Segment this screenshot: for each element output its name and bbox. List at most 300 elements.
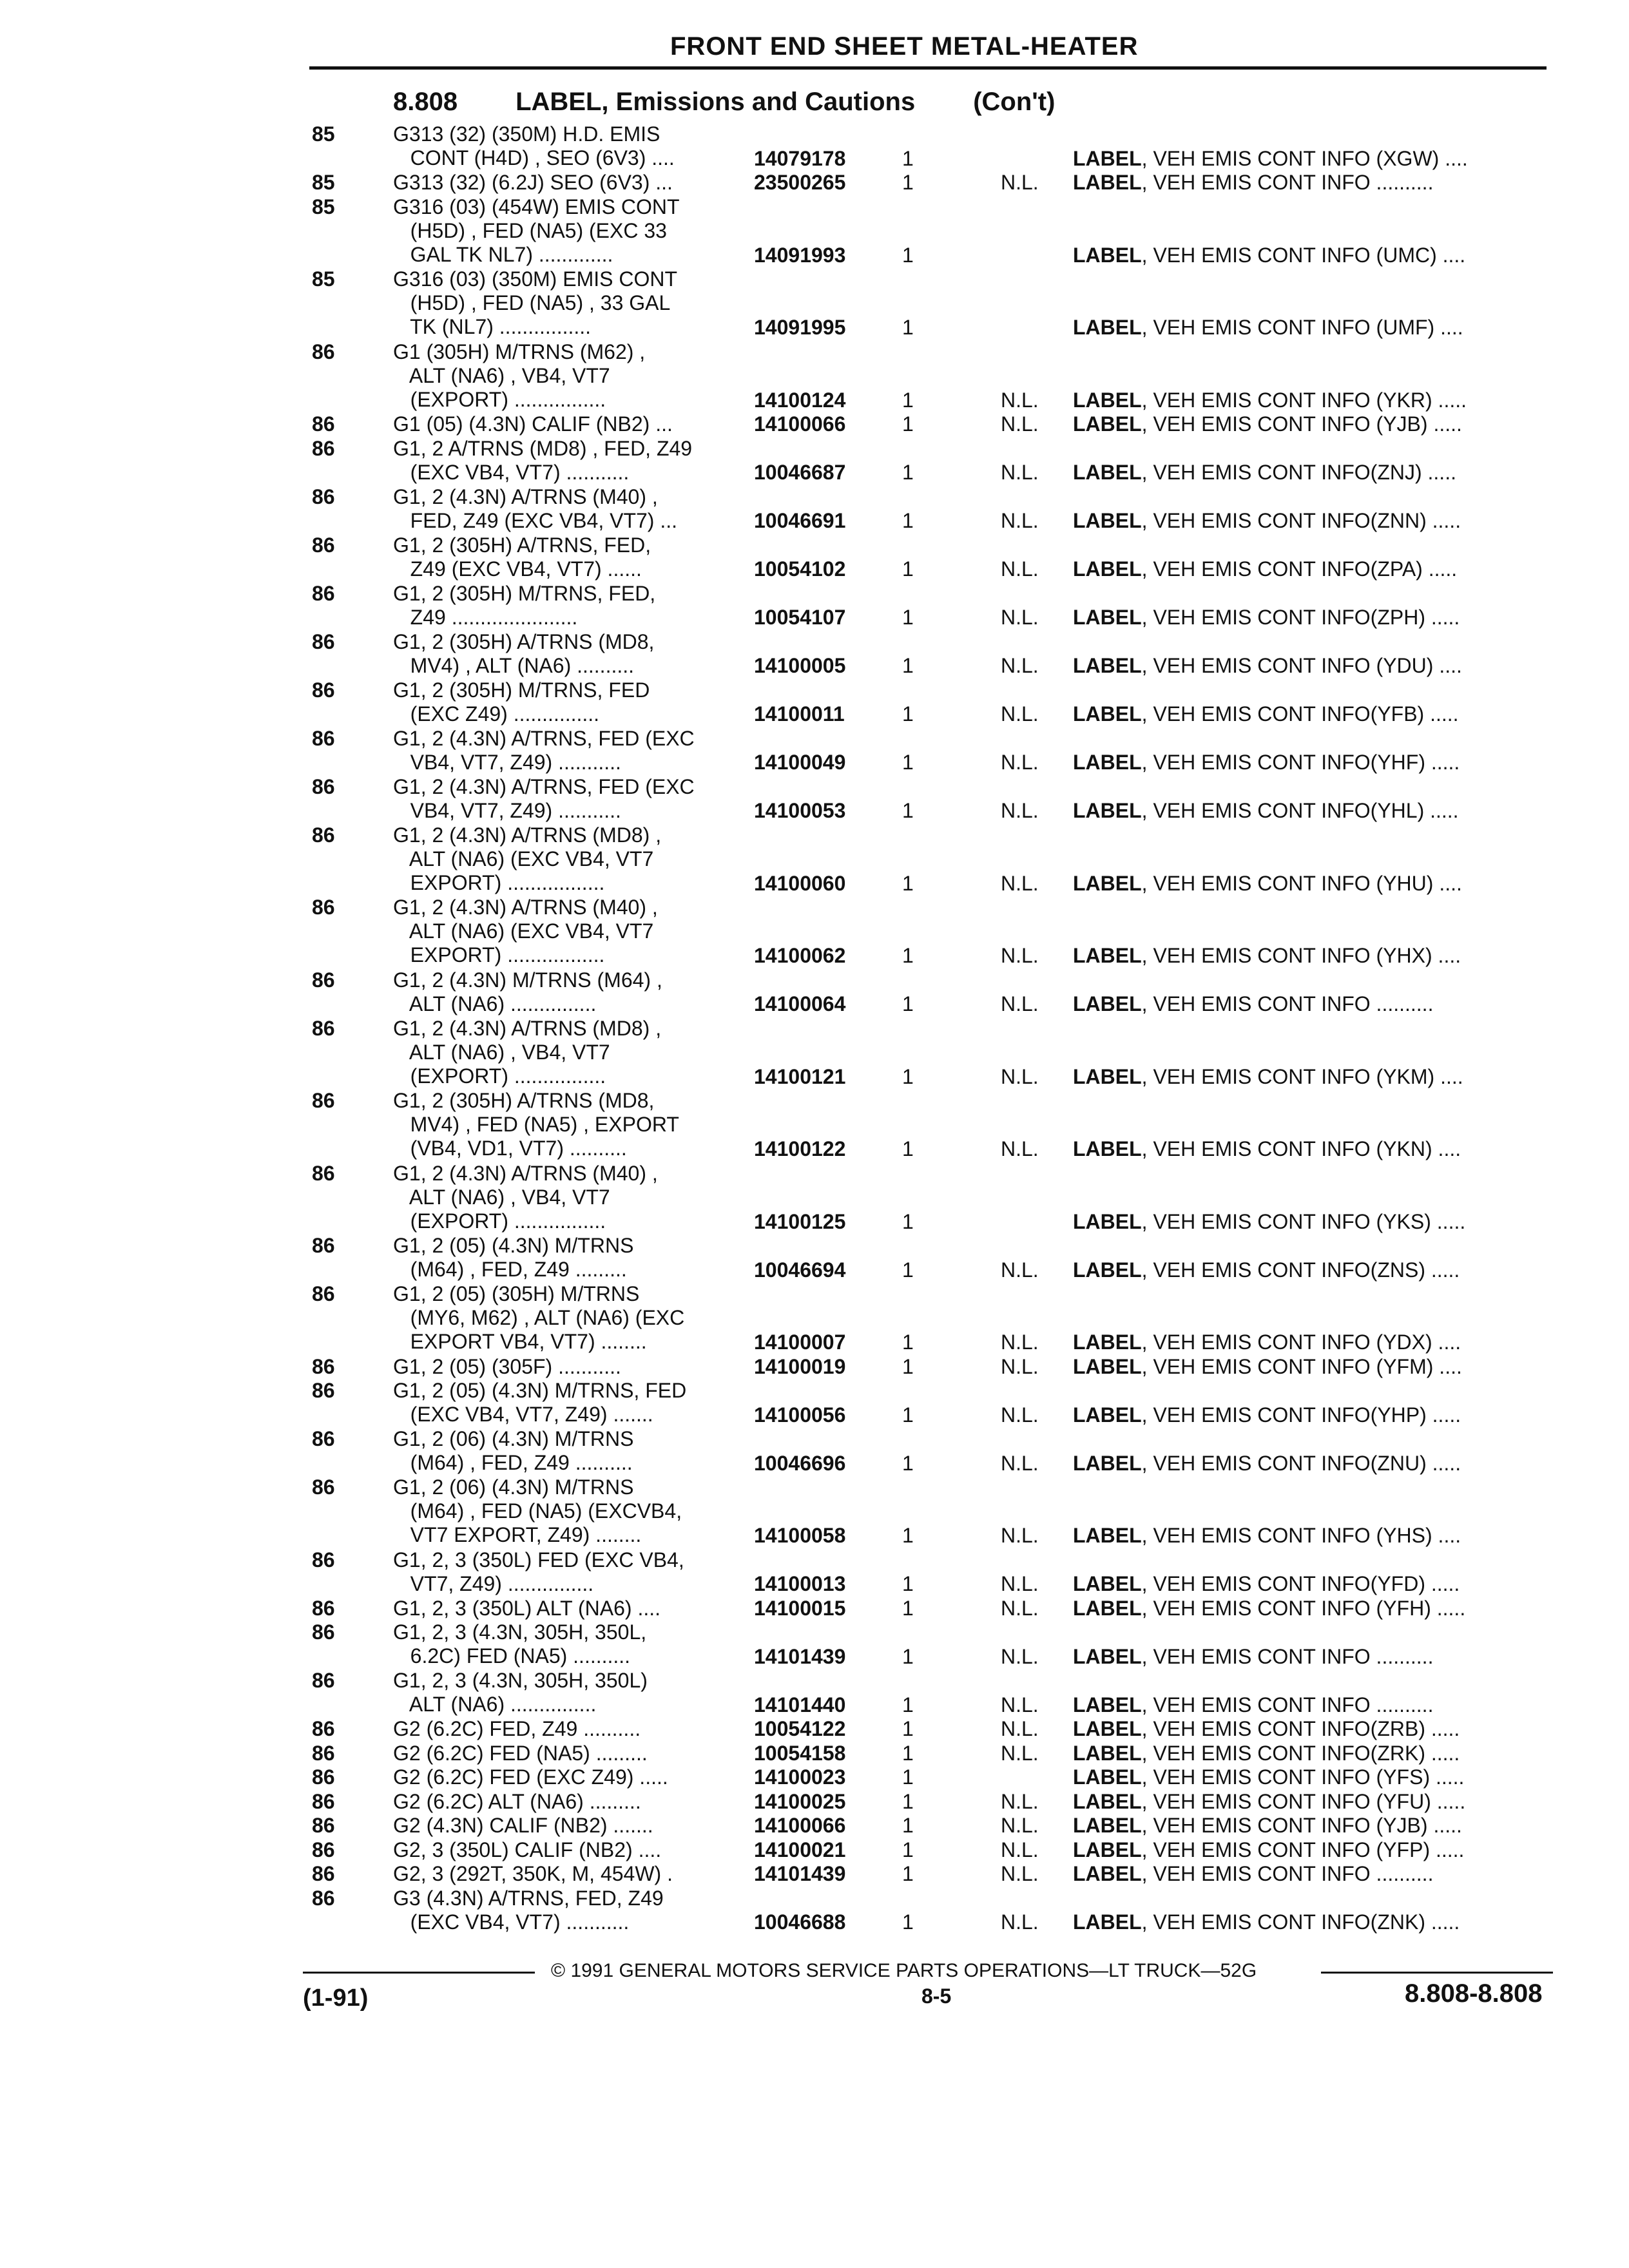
description-line: (EXPORT) ................	[393, 1064, 606, 1088]
description-line: G1, 2 (4.3N) A/TRNS (M40) ,	[393, 896, 658, 919]
part-name	[1073, 316, 1463, 340]
part-number: 10054107	[754, 606, 846, 629]
usage-description	[393, 1620, 744, 1668]
ref-number: 86	[312, 1234, 335, 1257]
description-line: VB4, VT7, Z49) ...........	[393, 798, 621, 822]
description-line: (EXC VB4, VT7, Z49) .......	[393, 1403, 653, 1426]
ref-number: 86	[312, 1717, 335, 1740]
part-number: 14100124	[754, 388, 846, 412]
description-line: ALT (NA6) , VB4, VT7	[393, 1040, 610, 1064]
part-name	[1073, 1524, 1461, 1548]
ref-number: 86	[312, 774, 335, 798]
description-line: G2, 3 (350L) CALIF (NB2) ....	[393, 1838, 662, 1861]
page-title: FRONT END SHEET METAL-HEATER	[670, 32, 1139, 61]
part-number: 14100011	[754, 702, 845, 726]
part-name-detail: , VEH EMIS CONT INFO (YHX) ....	[1141, 944, 1461, 967]
part-name-detail: , VEH EMIS CONT INFO(YHF) .....	[1141, 751, 1460, 774]
quantity: 1	[902, 1717, 914, 1740]
description-line: (EXPORT) ................	[393, 1209, 606, 1233]
part-name	[1073, 1717, 1460, 1741]
part-number: 14091993	[754, 243, 846, 267]
description-line: G1, 2 (305H) A/TRNS (MD8,	[393, 629, 655, 653]
description-line: (M64) , FED (NA5) (EXCVB4,	[393, 1499, 682, 1523]
part-number: 14100125	[754, 1209, 846, 1233]
not-illustrated-flag: N.L.	[1001, 1838, 1039, 1861]
description-line: G1, 2 (4.3N) A/TRNS (MD8) ,	[393, 823, 662, 847]
description-line: G1, 2, 3 (350L) FED (EXC VB4,	[393, 1548, 684, 1571]
quantity: 1	[902, 1838, 914, 1861]
usage-description	[393, 1475, 744, 1547]
part-name-detail: , VEH EMIS CONT INFO(ZNU) .....	[1141, 1451, 1461, 1475]
quantity: 1	[902, 509, 914, 532]
description-line: G2, 3 (292T, 350K, M, 454W) .	[393, 1862, 673, 1885]
not-illustrated-flag: N.L.	[1001, 1741, 1039, 1765]
description-line: G1, 2 (4.3N) A/TRNS (M40) ,	[393, 1161, 658, 1185]
description-line: 6.2C) FED (NA5) ..........	[393, 1644, 631, 1667]
usage-description	[393, 485, 744, 533]
footer-date: (1-91)	[303, 1984, 369, 2012]
part-name-keyword: LABEL	[1073, 1765, 1142, 1789]
ref-number: 86	[312, 1814, 335, 1837]
part-name	[1073, 1258, 1460, 1282]
usage-description	[393, 195, 744, 267]
description-line: TK (NL7) ................	[393, 315, 592, 338]
not-illustrated-flag: N.L.	[1001, 702, 1039, 726]
description-line: (EXC VB4, VT7) ...........	[393, 460, 630, 484]
description-line: (EXC Z49) ...............	[393, 702, 600, 726]
description-line: EXPORT) .................	[393, 943, 605, 966]
part-name-detail: , VEH EMIS CONT INFO(ZNK) .....	[1141, 1910, 1460, 1934]
description-line: Z49 ......................	[393, 605, 578, 629]
part-name	[1073, 1742, 1460, 1765]
part-name-keyword: LABEL	[1073, 461, 1142, 484]
description-line: EXPORT) .................	[393, 870, 605, 894]
quantity: 1	[902, 1064, 914, 1088]
quantity: 1	[902, 1644, 914, 1668]
part-name-detail: , VEH EMIS CONT INFO(ZRB) .....	[1141, 1717, 1460, 1740]
part-name-keyword: LABEL	[1073, 1717, 1142, 1740]
part-name-keyword: LABEL	[1073, 1354, 1142, 1378]
usage-description	[393, 1162, 744, 1233]
not-illustrated-flag: N.L.	[1001, 871, 1039, 895]
part-name	[1073, 1838, 1464, 1862]
part-name-detail: , VEH EMIS CONT INFO (YFH) .....	[1141, 1596, 1466, 1620]
part-name-keyword: LABEL	[1073, 1789, 1142, 1813]
description-line: G1, 2 (4.3N) A/TRNS, FED (EXC	[393, 774, 695, 798]
part-name	[1073, 1765, 1464, 1789]
part-name-keyword: LABEL	[1073, 1910, 1142, 1934]
quantity: 1	[902, 316, 914, 339]
part-name-keyword: LABEL	[1073, 606, 1142, 629]
part-name-detail: , VEH EMIS CONT INFO ..........	[1141, 992, 1434, 1015]
description-line: (M64) , FED, Z49 ..........	[393, 1451, 633, 1474]
part-name-keyword: LABEL	[1073, 509, 1142, 532]
footer-page-number: 8-5	[921, 1984, 952, 2008]
quantity: 1	[902, 243, 914, 267]
description-line: (MY6, M62) , ALT (NA6) (EXC	[393, 1306, 685, 1329]
part-name	[1073, 1210, 1465, 1234]
usage-description	[393, 582, 744, 629]
ref-number: 86	[312, 1886, 335, 1910]
part-name-keyword: LABEL	[1073, 1596, 1142, 1620]
not-illustrated-flag: N.L.	[1001, 1258, 1039, 1282]
part-name-detail: , VEH EMIS CONT INFO (YKR) .....	[1141, 388, 1467, 412]
part-number: 14100066	[754, 412, 846, 436]
part-name-keyword: LABEL	[1073, 944, 1142, 967]
part-name	[1073, 1331, 1461, 1354]
quantity: 1	[902, 1814, 914, 1837]
ref-number: 86	[312, 412, 335, 436]
part-name	[1073, 1862, 1433, 1886]
usage-description	[393, 1717, 744, 1741]
ref-number: 85	[312, 195, 335, 218]
description-line: Z49 (EXC VB4, VT7) ......	[393, 557, 642, 581]
part-number: 14079178	[754, 146, 846, 170]
header-rule	[309, 66, 1547, 70]
ref-number: 86	[312, 1161, 335, 1185]
part-name-keyword: LABEL	[1073, 388, 1142, 412]
part-name	[1073, 702, 1459, 726]
usage-description	[393, 1548, 744, 1596]
part-name-detail: , VEH EMIS CONT INFO(YHP) .....	[1141, 1403, 1461, 1427]
part-name-detail: , VEH EMIS CONT INFO(ZNJ) .....	[1141, 461, 1456, 484]
part-name	[1073, 1137, 1461, 1161]
part-name-keyword: LABEL	[1073, 1258, 1142, 1282]
part-name-detail: , VEH EMIS CONT INFO ..........	[1141, 1862, 1434, 1885]
part-name-detail: , VEH EMIS CONT INFO (UMC) ....	[1141, 243, 1466, 267]
part-name-detail: , VEH EMIS CONT INFO (YHS) ....	[1141, 1524, 1461, 1547]
description-line: G1, 2 (305H) A/TRNS, FED,	[393, 533, 651, 557]
part-name-keyword: LABEL	[1073, 146, 1142, 170]
part-name-keyword: LABEL	[1073, 1451, 1142, 1475]
usage-description	[393, 678, 744, 726]
quantity: 1	[902, 944, 914, 967]
part-name-detail: , VEH EMIS CONT INFO (YFM) ....	[1141, 1354, 1462, 1378]
description-line: G1, 2 (05) (4.3N) M/TRNS	[393, 1234, 634, 1257]
part-name-keyword: LABEL	[1073, 1572, 1142, 1595]
part-number: 14100015	[754, 1596, 846, 1620]
part-number: 10054122	[754, 1717, 846, 1740]
part-name	[1073, 606, 1460, 629]
usage-description	[393, 1765, 744, 1789]
usage-description	[393, 1838, 744, 1862]
ref-number: 86	[312, 1475, 335, 1499]
part-number: 14100019	[754, 1354, 846, 1378]
not-illustrated-flag: N.L.	[1001, 1451, 1039, 1475]
not-illustrated-flag: N.L.	[1001, 412, 1039, 436]
ref-number: 86	[312, 1016, 335, 1040]
part-name-detail: , VEH EMIS CONT INFO ..........	[1141, 1644, 1434, 1668]
part-number: 10046696	[754, 1451, 846, 1475]
part-name-keyword: LABEL	[1073, 412, 1142, 436]
footer-copyright: © 1991 GENERAL MOTORS SERVICE PARTS OPERATIONS—LT TRUCK—52G	[551, 1960, 1257, 1981]
description-line: ALT (NA6) , VB4, VT7	[393, 363, 610, 387]
part-number: 23500265	[754, 171, 846, 194]
part-name	[1073, 1645, 1433, 1669]
part-name	[1073, 1597, 1465, 1620]
not-illustrated-flag: N.L.	[1001, 557, 1039, 581]
ref-number: 85	[312, 267, 335, 291]
part-name-keyword: LABEL	[1073, 871, 1142, 895]
part-name-detail: , VEH EMIS CONT INFO (XGW) ....	[1141, 146, 1468, 170]
part-number: 14100049	[754, 751, 846, 774]
part-number: 14100013	[754, 1572, 846, 1595]
usage-description	[393, 1282, 744, 1354]
part-name-keyword: LABEL	[1073, 1741, 1142, 1765]
usage-description	[393, 267, 744, 339]
ref-number: 86	[312, 1838, 335, 1861]
description-line: G2 (6.2C) FED (NA5) .........	[393, 1741, 648, 1765]
description-line: G1, 2 (4.3N) A/TRNS (M40) ,	[393, 485, 658, 508]
part-name-detail: , VEH EMIS CONT INFO (YFU) .....	[1141, 1789, 1466, 1813]
not-illustrated-flag: N.L.	[1001, 1331, 1039, 1354]
part-number: 14100121	[754, 1064, 846, 1088]
not-illustrated-flag: N.L.	[1001, 1862, 1039, 1885]
part-name-detail: , VEH EMIS CONT INFO ..........	[1141, 171, 1434, 194]
part-name	[1073, 799, 1459, 823]
description-line: ALT (NA6) ...............	[393, 992, 597, 1015]
quantity: 1	[902, 1137, 914, 1160]
quantity: 1	[902, 412, 914, 436]
not-illustrated-flag: N.L.	[1001, 171, 1039, 194]
quantity: 1	[902, 1209, 914, 1233]
part-name-keyword: LABEL	[1073, 1814, 1142, 1837]
part-name	[1073, 389, 1467, 412]
ref-number: 86	[312, 485, 335, 508]
section-continued: (Con't)	[973, 88, 1055, 116]
description-line: G1, 2 (06) (4.3N) M/TRNS	[393, 1427, 634, 1450]
ref-number: 86	[312, 1354, 335, 1378]
quantity: 1	[902, 799, 914, 822]
quantity: 1	[902, 992, 914, 1015]
usage-description	[393, 1089, 744, 1160]
part-name-keyword: LABEL	[1073, 1524, 1142, 1547]
part-name-keyword: LABEL	[1073, 751, 1142, 774]
part-number: 14100122	[754, 1137, 846, 1160]
ref-number: 86	[312, 629, 335, 653]
not-illustrated-flag: N.L.	[1001, 1064, 1039, 1088]
description-line: G313 (32) (350M) H.D. EMIS	[393, 122, 660, 146]
part-name	[1073, 654, 1462, 678]
part-number: 14101439	[754, 1644, 846, 1668]
ref-number: 86	[312, 436, 335, 460]
ref-number: 86	[312, 340, 335, 363]
part-name-keyword: LABEL	[1073, 1064, 1142, 1088]
description-line: MV4) , FED (NA5) , EXPORT	[393, 1113, 679, 1136]
ref-number: 86	[312, 726, 335, 750]
description-line: G1, 2, 3 (350L) ALT (NA6) ....	[393, 1596, 660, 1620]
quantity: 1	[902, 557, 914, 581]
ref-number: 86	[312, 678, 335, 702]
not-illustrated-flag: N.L.	[1001, 1814, 1039, 1837]
usage-description	[393, 1669, 744, 1716]
quantity: 1	[902, 461, 914, 484]
part-name-detail: , VEH EMIS CONT INFO(ZNN) .....	[1141, 509, 1461, 532]
not-illustrated-flag: N.L.	[1001, 1717, 1039, 1740]
part-name	[1073, 1910, 1460, 1934]
part-name-keyword: LABEL	[1073, 1331, 1142, 1354]
ref-number: 86	[312, 1862, 335, 1885]
quantity: 1	[902, 1258, 914, 1282]
usage-description	[393, 1379, 744, 1427]
usage-description	[393, 340, 744, 412]
quantity: 1	[902, 171, 914, 194]
part-name	[1073, 1814, 1462, 1838]
not-illustrated-flag: N.L.	[1001, 1403, 1039, 1427]
usage-description	[393, 823, 744, 895]
part-name-keyword: LABEL	[1073, 171, 1142, 194]
part-name	[1073, 557, 1457, 581]
quantity: 1	[902, 1451, 914, 1475]
ref-number: 86	[312, 1669, 335, 1692]
usage-description	[393, 533, 744, 581]
part-name-keyword: LABEL	[1073, 1693, 1142, 1716]
description-line: (H5D) , FED (NA5) , 33 GAL	[393, 291, 671, 314]
not-illustrated-flag: N.L.	[1001, 1910, 1039, 1934]
part-name-keyword: LABEL	[1073, 557, 1142, 581]
part-name-detail: , VEH EMIS CONT INFO (YFS) .....	[1141, 1765, 1465, 1789]
description-line: CONT (H4D) , SEO (6V3) ....	[393, 146, 675, 169]
usage-description	[393, 437, 744, 485]
usage-description	[393, 727, 744, 774]
part-name-detail: , VEH EMIS CONT INFO(ZPA) .....	[1141, 557, 1458, 581]
quantity: 1	[902, 1741, 914, 1765]
description-line: G1, 2 A/TRNS (MD8) , FED, Z49	[393, 436, 693, 460]
part-name-keyword: LABEL	[1073, 654, 1142, 677]
part-number: 14100053	[754, 799, 846, 822]
part-name-detail: , VEH EMIS CONT INFO (YKS) .....	[1141, 1209, 1466, 1233]
not-illustrated-flag: N.L.	[1001, 654, 1039, 677]
quantity: 1	[902, 1331, 914, 1354]
usage-description	[393, 122, 744, 170]
part-number: 10054158	[754, 1741, 846, 1765]
description-line: GAL TK NL7) .............	[393, 242, 613, 266]
description-line: ALT (NA6) , VB4, VT7	[393, 1185, 610, 1209]
part-name-keyword: LABEL	[1073, 702, 1142, 726]
quantity: 1	[902, 702, 914, 726]
quantity: 1	[902, 871, 914, 895]
not-illustrated-flag: N.L.	[1001, 1572, 1039, 1595]
usage-description	[393, 1790, 744, 1814]
ref-number: 86	[312, 823, 335, 847]
ref-number: 86	[312, 1379, 335, 1402]
part-name	[1073, 171, 1433, 195]
not-illustrated-flag: N.L.	[1001, 751, 1039, 774]
description-line: G1, 2 (4.3N) M/TRNS (M64) ,	[393, 968, 662, 992]
part-number: 14101439	[754, 1862, 846, 1885]
quantity: 1	[902, 1862, 914, 1885]
part-number: 10054102	[754, 557, 846, 581]
description-line: G2 (6.2C) FED (EXC Z49) .....	[393, 1765, 668, 1789]
section-title: LABEL, Emissions and Cautions	[516, 88, 916, 116]
description-line: (H5D) , FED (NA5) (EXC 33	[393, 218, 667, 242]
part-number: 10046688	[754, 1910, 846, 1934]
description-line: (EXPORT) ................	[393, 387, 606, 411]
part-name	[1073, 509, 1461, 533]
description-line: G1, 2 (305H) M/TRNS, FED	[393, 678, 650, 702]
not-illustrated-flag: N.L.	[1001, 1524, 1039, 1547]
not-illustrated-flag: N.L.	[1001, 992, 1039, 1015]
not-illustrated-flag: N.L.	[1001, 509, 1039, 532]
quantity: 1	[902, 1789, 914, 1813]
usage-description	[393, 1862, 744, 1886]
part-name-keyword: LABEL	[1073, 1209, 1142, 1233]
part-name	[1073, 1065, 1463, 1089]
not-illustrated-flag: N.L.	[1001, 461, 1039, 484]
description-line: G1, 2 (05) (305H) M/TRNS	[393, 1282, 640, 1305]
description-line: G1, 2 (4.3N) A/TRNS, FED (EXC	[393, 726, 695, 750]
description-line: ALT (NA6) (EXC VB4, VT7	[393, 919, 654, 943]
description-line: G2 (6.2C) ALT (NA6) .........	[393, 1789, 641, 1813]
not-illustrated-flag: N.L.	[1001, 388, 1039, 412]
part-name-keyword: LABEL	[1073, 1403, 1142, 1427]
part-name-keyword: LABEL	[1073, 243, 1142, 267]
quantity: 1	[902, 146, 914, 170]
part-name	[1073, 412, 1462, 436]
not-illustrated-flag: N.L.	[1001, 1137, 1039, 1160]
description-line: G316 (03) (350M) EMIS CONT	[393, 267, 677, 291]
quantity: 1	[902, 1910, 914, 1934]
description-line: G1, 2 (05) (4.3N) M/TRNS, FED	[393, 1379, 687, 1402]
part-name-keyword: LABEL	[1073, 799, 1142, 822]
usage-description	[393, 1814, 744, 1838]
part-number: 14100005	[754, 654, 846, 677]
part-name-detail: , VEH EMIS CONT INFO (YJB) .....	[1141, 412, 1462, 436]
part-name-detail: , VEH EMIS CONT INFO (YHU) ....	[1141, 871, 1462, 895]
part-number: 14100058	[754, 1524, 846, 1547]
part-number: 14101440	[754, 1693, 846, 1716]
description-line: ALT (NA6) (EXC VB4, VT7	[393, 847, 654, 870]
quantity: 1	[902, 751, 914, 774]
quantity: 1	[902, 1354, 914, 1378]
footer-rule-left	[303, 1972, 535, 1974]
usage-description	[393, 630, 744, 678]
part-number: 14100025	[754, 1789, 846, 1813]
quantity: 1	[902, 1524, 914, 1547]
ref-number: 85	[312, 171, 335, 194]
part-number: 14100023	[754, 1765, 846, 1789]
part-number: 14100066	[754, 1814, 846, 1837]
part-name	[1073, 244, 1465, 267]
part-name-detail: , VEH EMIS CONT INFO ..........	[1141, 1693, 1434, 1716]
usage-description	[393, 171, 744, 195]
description-line: MV4) , ALT (NA6) ..........	[393, 653, 635, 677]
usage-description	[393, 1597, 744, 1620]
not-illustrated-flag: N.L.	[1001, 1596, 1039, 1620]
not-illustrated-flag: N.L.	[1001, 1693, 1039, 1716]
description-line: G316 (03) (454W) EMIS CONT	[393, 195, 680, 218]
quantity: 1	[902, 1693, 914, 1716]
ref-number: 86	[312, 1089, 335, 1112]
ref-number: 86	[312, 533, 335, 557]
part-name	[1073, 1693, 1433, 1717]
part-name-detail: , VEH EMIS CONT INFO(ZNS) .....	[1141, 1258, 1460, 1282]
part-name	[1073, 1403, 1461, 1427]
usage-description	[393, 1887, 744, 1934]
part-name	[1073, 1790, 1465, 1814]
ref-number: 86	[312, 1789, 335, 1813]
ref-number: 86	[312, 1741, 335, 1765]
quantity: 1	[902, 654, 914, 677]
description-line: FED, Z49 (EXC VB4, VT7) ...	[393, 508, 677, 532]
ref-number: 86	[312, 968, 335, 992]
part-name-detail: , VEH EMIS CONT INFO (YDU) ....	[1141, 654, 1462, 677]
part-name-keyword: LABEL	[1073, 1862, 1142, 1885]
section-number: 8.808	[393, 88, 458, 116]
description-line: (M64) , FED, Z49 .........	[393, 1258, 627, 1281]
description-line: EXPORT VB4, VT7) ........	[393, 1330, 647, 1353]
description-line: (VB4, VD1, VT7) ..........	[393, 1137, 627, 1160]
